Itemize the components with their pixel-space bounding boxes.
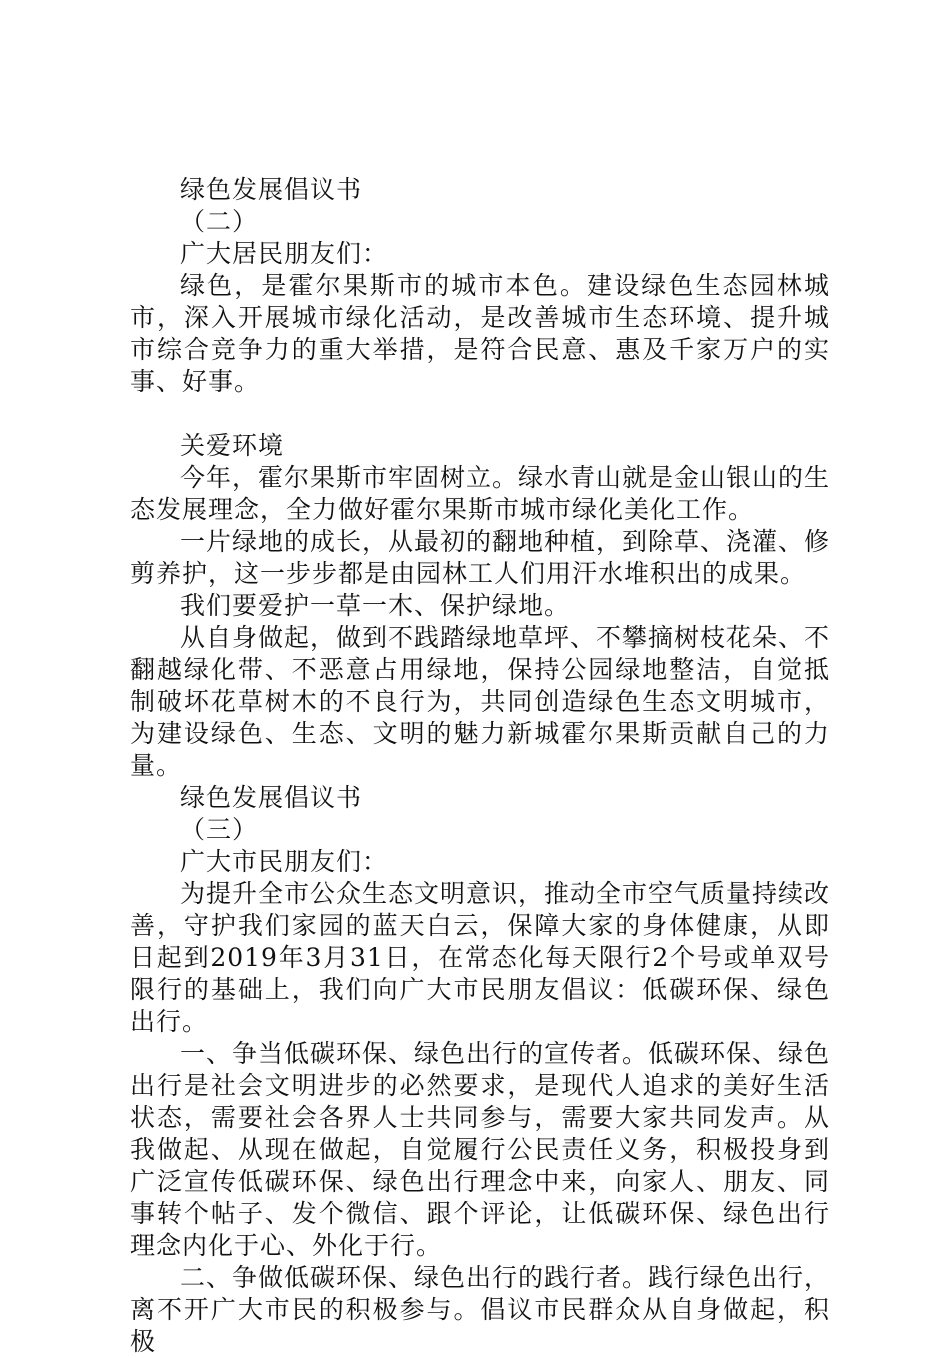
section-3-salutation: 广大市民朋友们： — [180, 847, 389, 876]
section-2-subheading: 关爱环境 — [180, 431, 285, 460]
section-3-title: 绿色发展倡议书 — [180, 783, 363, 812]
section-3-paragraph: 二、争做低碳环保、绿色出行的践行者。践行绿色出行，离不开广大市民的积极参与。倡议市民群众从自身做起，积极 — [130, 1263, 831, 1356]
section-3-number: （三） — [180, 815, 259, 844]
section-2-paragraph: 今年，霍尔果斯市牢固树立。绿水青山就是金山银山的生态发展理念，全力做好霍尔果斯市城市绿化美化工作。 — [130, 463, 831, 524]
section-2-paragraph: 绿色，是霍尔果斯市的城市本色。建设绿色生态园林城市，深入开展城市绿化活动，是改善城市生态环境、提升城市综合竞争力的重大举措，是符合民意、惠及千家万户的实事、好事。 — [130, 271, 830, 396]
section-3-paragraph: 为提升全市公众生态文明意识，推动全市空气质量持续改善，守护我们家园的蓝天白云，保障大家的身体健康，从即日起到2019年3月31日，在常态化每天限行2个号或单双号限行的基础上，我们向广大市民朋友倡议：低碳环保、绿色出行。 — [130, 879, 831, 1036]
document-body — [130, 174, 830, 1358]
section-2-number: （二） — [180, 207, 259, 236]
section-3-paragraph: 一、争当低碳环保、绿色出行的宣传者。低碳环保、绿色出行是社会文明进步的必然要求，是现代人追求的美好生活状态，需要社会各界人士共同参与，需要大家共同发声。从我做起、从现在做起，自觉履行公民责任义务，积极投身到广泛宣传低碳环保、绿色出行理念中来，向家人、朋友、同事转个帖子、发个微信、跟个评论，让低碳环保、绿色出行理念内化于心、外化于行。 — [130, 1039, 831, 1260]
section-2-paragraph: 从自身做起，做到不践踏绿地草坪、不攀摘树枝花朵、不翻越绿化带、不恶意占用绿地，保持公园绿地整洁，自觉抵制破坏花草树木的不良行为，共同创造绿色生态文明城市，为建设绿色、生态、文明的魅力新城霍尔果斯贡献自己的力量。 — [130, 623, 831, 780]
section-2-salutation: 广大居民朋友们： — [180, 239, 389, 268]
section-2-title: 绿色发展倡议书 — [180, 175, 363, 204]
section-2-paragraph: 我们要爱护一草一木、保护绿地。 — [180, 591, 571, 620]
paragraph-gap — [130, 398, 830, 430]
section-2-paragraph: 一片绿地的成长，从最初的翻地种植，到除草、浇灌、修剪养护，这一步步都是由园林工人们用汗水堆积出的成果。 — [130, 527, 831, 588]
